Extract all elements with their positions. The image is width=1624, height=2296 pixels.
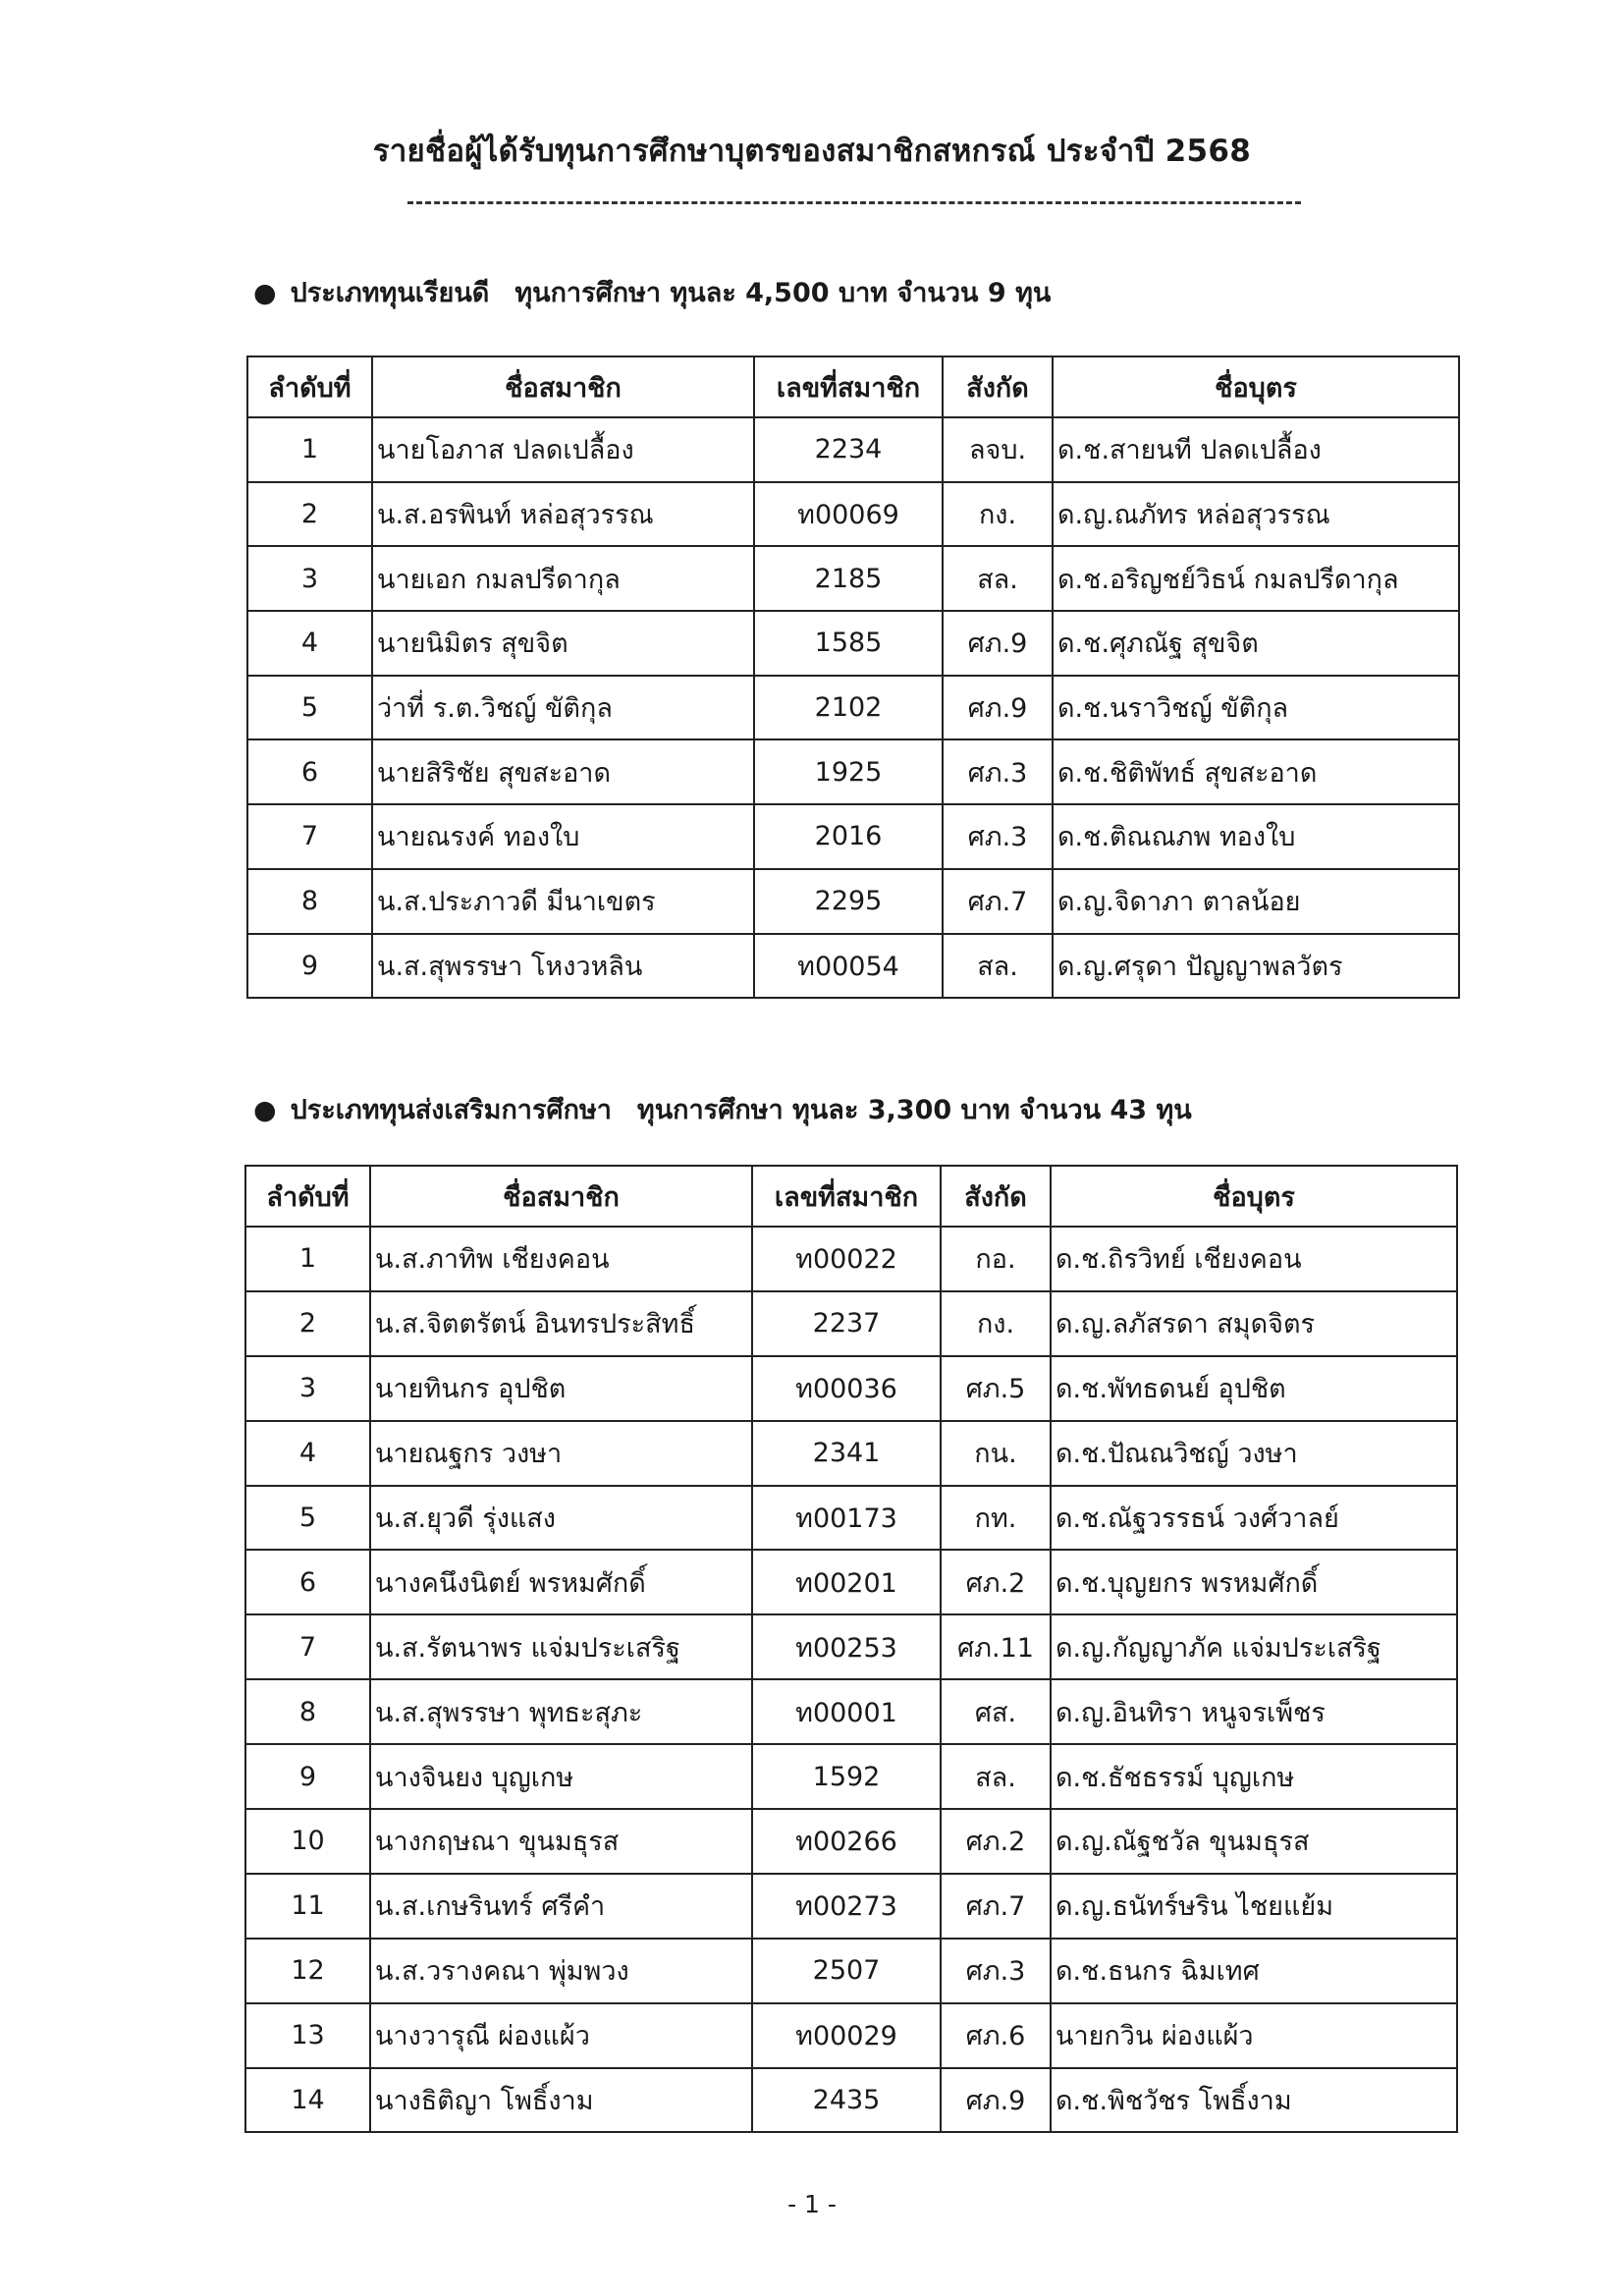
cell-child-name: ด.ช.ติณณภพ ทองใบ [1053, 804, 1459, 869]
cell-member-no: ท00001 [752, 1679, 941, 1744]
cell-member-name: น.ส.สุพรรษา พุทธะสุภะ [370, 1679, 752, 1744]
cell-affiliation: ศภ.7 [943, 869, 1053, 934]
cell-child-name: ด.ช.พัทธดนย์ อุปชิต [1051, 1356, 1457, 1421]
cell-order: 2 [247, 482, 372, 547]
col-header-member-name: ชื่อสมาชิก [370, 1166, 752, 1227]
section-2-title: ประเภททุนส่งเสริมการศึกษา [290, 1095, 612, 1125]
page-title: รายชื่อผู้ได้รับทุนการศึกษาบุตรของสมาชิกสหกรณ์ ประจำปี 2568 [372, 134, 1252, 169]
cell-order: 2 [245, 1291, 370, 1356]
cell-order: 8 [245, 1679, 370, 1744]
cell-affiliation: กง. [943, 482, 1053, 547]
table-row [245, 2068, 1457, 2133]
cell-child-name: ด.ช.นราวิชญ์ ขัติกุล [1053, 676, 1459, 740]
cell-order: 12 [245, 1939, 370, 2003]
col-header-child-name: ชื่อบุตร [1053, 356, 1459, 417]
cell-child-name: ด.ช.ปัณณวิชญ์ วงษา [1051, 1421, 1457, 1486]
cell-affiliation: ศภ.3 [941, 1939, 1051, 2003]
table-header-row [245, 1166, 1457, 1227]
cell-member-name: นางธิติญา โพธิ์งาม [370, 2068, 752, 2133]
cell-member-name: นายณฐกร วงษา [370, 1421, 752, 1486]
table-row [245, 1744, 1457, 1809]
table-row [245, 1291, 1457, 1356]
cell-member-name: น.ส.เกษรินทร์ ศรีคำ [370, 1874, 752, 1939]
cell-member-no: ท00201 [752, 1550, 941, 1614]
cell-affiliation: ศภ.9 [943, 676, 1053, 740]
cell-affiliation: กอ. [941, 1227, 1051, 1291]
cell-child-name: ด.ญ.ธนัทร์ษริน ไชยแย้ม [1051, 1874, 1457, 1939]
cell-affiliation: กท. [941, 1486, 1051, 1551]
cell-member-name: น.ส.รัตนาพร แจ่มประเสริฐ [370, 1614, 752, 1679]
col-header-affiliation: สังกัด [941, 1166, 1051, 1227]
cell-order: 13 [245, 2003, 370, 2068]
cell-child-name: ด.ญ.ศรุดา ปัญญาพลวัตร [1053, 934, 1459, 999]
cell-affiliation: ลจบ. [943, 417, 1053, 482]
cell-affiliation: กน. [941, 1421, 1051, 1486]
table-row [245, 2003, 1457, 2068]
cell-member-no: ท00253 [752, 1614, 941, 1679]
cell-member-no: 2016 [754, 804, 943, 869]
bullet-icon: ● [253, 1095, 277, 1125]
cell-affiliation: สล. [943, 546, 1053, 611]
cell-order: 9 [247, 934, 372, 999]
cell-child-name: ด.ช.ณัฐวรรธน์ วงศ์วาลย์ [1051, 1486, 1457, 1551]
bullet-icon: ● [253, 278, 277, 308]
cell-child-name: ด.ญ.ลภัสรดา สมุดจิตร [1051, 1291, 1457, 1356]
cell-member-name: นางคนึงนิตย์ พรหมศักดิ์ [370, 1550, 752, 1614]
cell-member-no: ท00054 [754, 934, 943, 999]
cell-member-no: 2295 [754, 869, 943, 934]
cell-order: 4 [245, 1421, 370, 1486]
table-header-row [247, 356, 1459, 417]
cell-child-name: ด.ช.พิชวัชร โพธิ์งาม [1051, 2068, 1457, 2133]
cell-member-no: ท00036 [752, 1356, 941, 1421]
col-header-affiliation: สังกัด [943, 356, 1053, 417]
cell-child-name: ด.ช.ธนกร ฉิมเทศ [1051, 1939, 1457, 2003]
cell-member-no: 2237 [752, 1291, 941, 1356]
cell-member-name: นางวารุณี ผ่องแผ้ว [370, 2003, 752, 2068]
cell-member-no: ท00029 [752, 2003, 941, 2068]
cell-child-name: ด.ญ.ณัฐชวัล ขุนมธุรส [1051, 1809, 1457, 1874]
cell-order: 6 [247, 739, 372, 804]
title-dashed-rule [407, 201, 1301, 204]
cell-order: 8 [247, 869, 372, 934]
cell-child-name: ด.ช.สายนที ปลดเปลื้อง [1053, 417, 1459, 482]
cell-order: 4 [247, 611, 372, 676]
cell-child-name: ด.ช.บุญยกร พรหมศักดิ์ [1051, 1550, 1457, 1614]
cell-order: 7 [247, 804, 372, 869]
cell-affiliation: ศภ.5 [941, 1356, 1051, 1421]
page-number: - 1 - [787, 2190, 837, 2218]
cell-member-name: นางกฤษณา ขุนมธุรส [370, 1809, 752, 1874]
cell-member-name: น.ส.อรพินท์ หล่อสุวรรณ [372, 482, 754, 547]
table-row [247, 546, 1459, 611]
section-1-detail: ทุนการศึกษา ทุนละ 4,500 บาท จำนวน 9 ทุน [514, 278, 1052, 308]
cell-affiliation: สล. [941, 1744, 1051, 1809]
col-header-member-name: ชื่อสมาชิก [372, 356, 754, 417]
cell-order: 3 [247, 546, 372, 611]
cell-affiliation: ศภ.2 [941, 1809, 1051, 1874]
table-row [247, 739, 1459, 804]
col-header-member-no: เลขที่สมาชิก [752, 1166, 941, 1227]
cell-child-name: นายกวิน ผ่องแผ้ว [1051, 2003, 1457, 2068]
cell-child-name: ด.ช.ธัชธรรม์ บุญเกษ [1051, 1744, 1457, 1809]
cell-order: 1 [247, 417, 372, 482]
cell-child-name: ด.ช.ชิติพัทธ์ สุขสะอาด [1053, 739, 1459, 804]
table-row [245, 1809, 1457, 1874]
cell-member-no: 2435 [752, 2068, 941, 2133]
table-row [245, 1874, 1457, 1939]
table-row [247, 934, 1459, 999]
table-row [245, 1939, 1457, 2003]
cell-member-no: 2102 [754, 676, 943, 740]
col-header-order: ลำดับที่ [247, 356, 372, 417]
table-row [247, 611, 1459, 676]
cell-child-name: ด.ญ.อินทิรา หนูจรเพ็ชร [1051, 1679, 1457, 1744]
cell-member-name: นายทินกร อุปชิต [370, 1356, 752, 1421]
table-row [245, 1614, 1457, 1679]
section-1-heading [253, 271, 1051, 313]
section-1-rows [247, 417, 1459, 998]
cell-member-name: นายสิริชัย สุขสะอาด [372, 739, 754, 804]
table-row [247, 417, 1459, 482]
cell-order: 1 [245, 1227, 370, 1291]
cell-child-name: ด.ญ.กัญญาภัค แจ่มประเสริฐ [1051, 1614, 1457, 1679]
section-1-title: ประเภททุนเรียนดี [290, 278, 490, 308]
cell-member-name: น.ส.ยุวดี รุ่งแสง [370, 1486, 752, 1551]
cell-member-name: นายเอก กมลปรีดากุล [372, 546, 754, 611]
table-row [247, 676, 1459, 740]
cell-member-no: 2234 [754, 417, 943, 482]
cell-affiliation: ศส. [941, 1679, 1051, 1744]
cell-order: 14 [245, 2068, 370, 2133]
table-row [245, 1486, 1457, 1551]
cell-member-no: 2185 [754, 546, 943, 611]
cell-affiliation: สล. [943, 934, 1053, 999]
cell-member-name: น.ส.ประภาวดี มีนาเขตร [372, 869, 754, 934]
cell-order: 9 [245, 1744, 370, 1809]
cell-member-name: นายโอภาส ปลดเปลื้อง [372, 417, 754, 482]
cell-member-name: นางจินยง บุญเกษ [370, 1744, 752, 1809]
cell-order: 7 [245, 1614, 370, 1679]
cell-affiliation: ศภ.11 [941, 1614, 1051, 1679]
cell-member-name: น.ส.จิตตรัตน์ อินทรประสิทธิ์ [370, 1291, 752, 1356]
cell-member-no: ท00069 [754, 482, 943, 547]
table-row [247, 804, 1459, 869]
cell-order: 5 [245, 1486, 370, 1551]
cell-member-name: น.ส.วรางคณา พุ่มพวง [370, 1939, 752, 2003]
table-row [245, 1356, 1457, 1421]
col-header-order: ลำดับที่ [245, 1166, 370, 1227]
cell-member-no: 1592 [752, 1744, 941, 1809]
cell-affiliation: ศภ.7 [941, 1874, 1051, 1939]
cell-member-name: น.ส.สุพรรษา โหงวหลิน [372, 934, 754, 999]
section-2-table [244, 1165, 1458, 2133]
cell-member-no: 2507 [752, 1939, 941, 2003]
cell-member-no: 1585 [754, 611, 943, 676]
cell-order: 10 [245, 1809, 370, 1874]
cell-child-name: ด.ช.ถิรวิทย์ เชียงคอน [1051, 1227, 1457, 1291]
cell-affiliation: ศภ.3 [943, 739, 1053, 804]
section-2-rows [245, 1227, 1457, 2132]
cell-child-name: ด.ช.ศุภณัฐ สุขจิต [1053, 611, 1459, 676]
col-header-member-no: เลขที่สมาชิก [754, 356, 943, 417]
cell-member-no: ท00273 [752, 1874, 941, 1939]
col-header-child-name: ชื่อบุตร [1051, 1166, 1457, 1227]
table-row [247, 482, 1459, 547]
cell-affiliation: ศภ.6 [941, 2003, 1051, 2068]
cell-child-name: ด.ญ.ณภัทร หล่อสุวรรณ [1053, 482, 1459, 547]
cell-member-no: ท00022 [752, 1227, 941, 1291]
cell-member-no: ท00173 [752, 1486, 941, 1551]
cell-order: 6 [245, 1550, 370, 1614]
cell-affiliation: ศภ.9 [943, 611, 1053, 676]
cell-member-name: ว่าที่ ร.ต.วิชญ์ ขัติกุล [372, 676, 754, 740]
cell-member-no: 2341 [752, 1421, 941, 1486]
cell-member-no: ท00266 [752, 1809, 941, 1874]
cell-affiliation: ศภ.2 [941, 1550, 1051, 1614]
cell-member-name: น.ส.ภาทิพ เชียงคอน [370, 1227, 752, 1291]
cell-affiliation: กง. [941, 1291, 1051, 1356]
section-2-heading [253, 1088, 1192, 1130]
table-row [245, 1421, 1457, 1486]
cell-order: 3 [245, 1356, 370, 1421]
section-2-detail: ทุนการศึกษา ทุนละ 3,300 บาท จำนวน 43 ทุน [636, 1095, 1192, 1125]
cell-child-name: ด.ช.อริญชย์วิธน์ กมลปรีดากุล [1053, 546, 1459, 611]
cell-member-name: นายณรงค์ ทองใบ [372, 804, 754, 869]
table-row [245, 1227, 1457, 1291]
cell-member-name: นายนิมิตร สุขจิต [372, 611, 754, 676]
section-1-table [246, 355, 1460, 999]
cell-child-name: ด.ญ.จิดาภา ตาลน้อย [1053, 869, 1459, 934]
table-row [245, 1550, 1457, 1614]
table-row [245, 1679, 1457, 1744]
cell-member-no: 1925 [754, 739, 943, 804]
cell-order: 11 [245, 1874, 370, 1939]
cell-order: 5 [247, 676, 372, 740]
cell-affiliation: ศภ.9 [941, 2068, 1051, 2133]
cell-affiliation: ศภ.3 [943, 804, 1053, 869]
table-row [247, 869, 1459, 934]
